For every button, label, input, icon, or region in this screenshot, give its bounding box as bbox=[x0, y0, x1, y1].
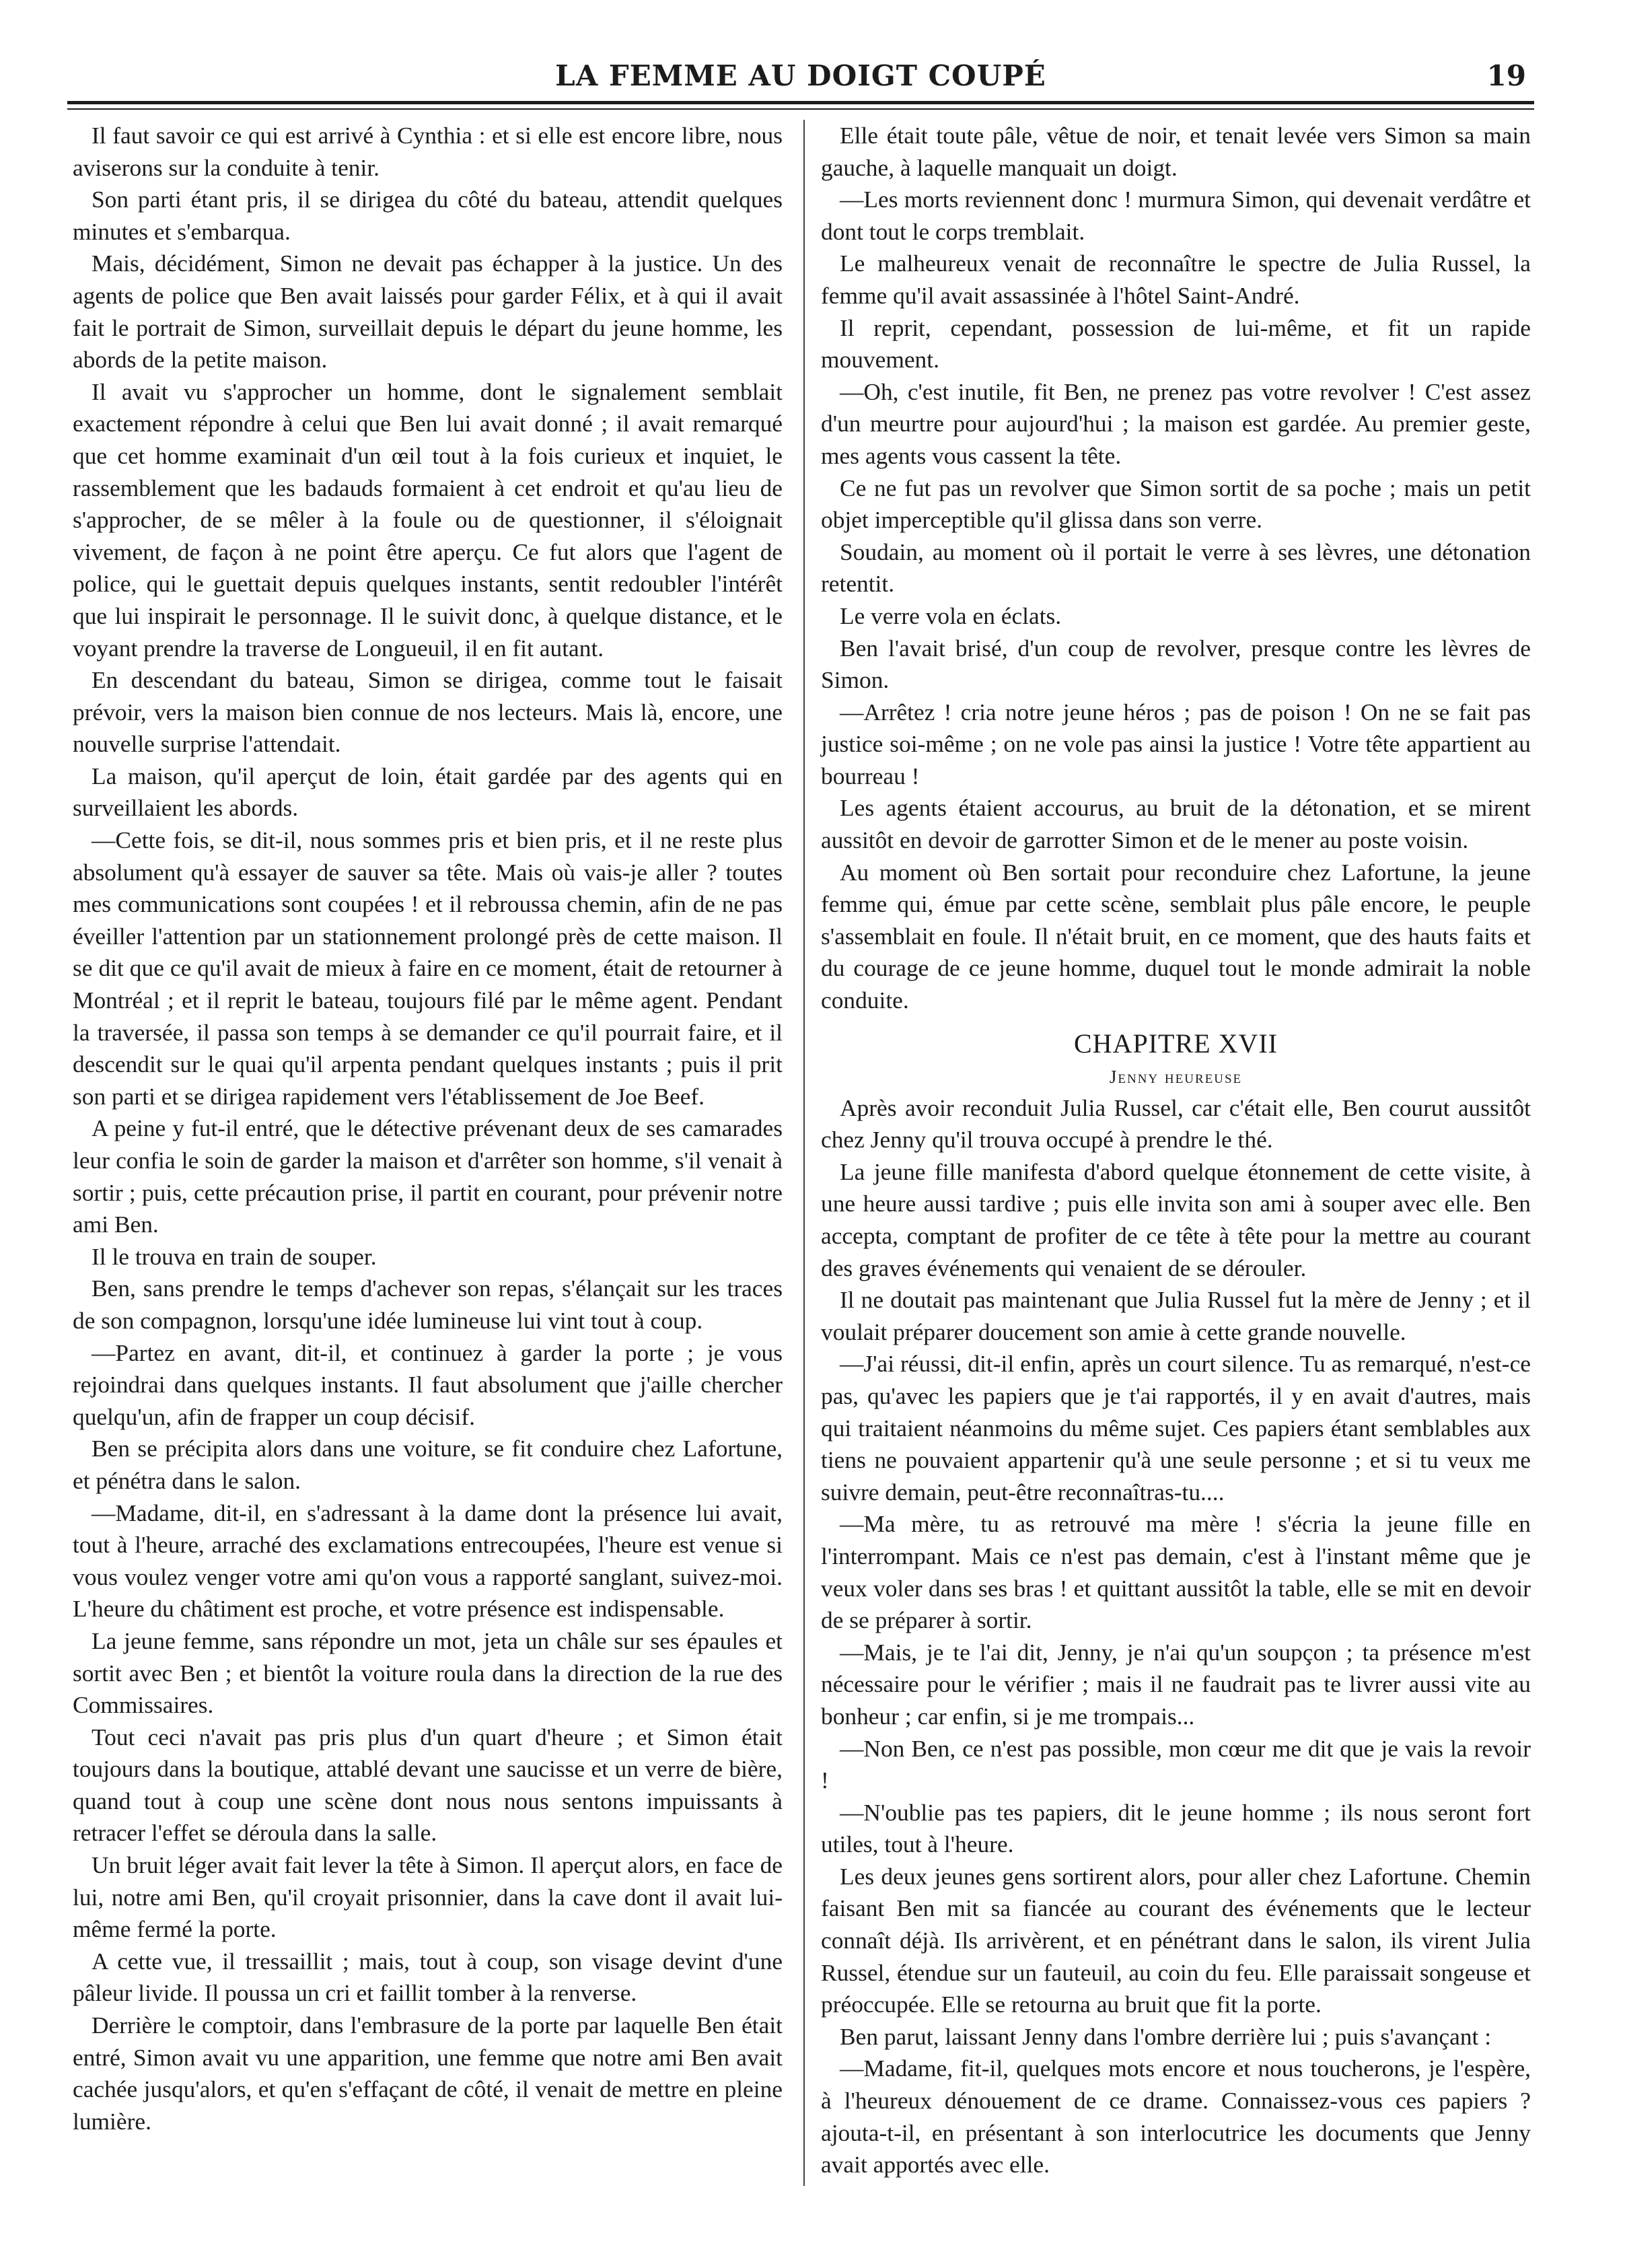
paragraph: —Non Ben, ce n'est pas possible, mon cœur me dit que je vais la revoir ! bbox=[821, 1734, 1531, 1794]
paragraph: Ben, sans prendre le temps d'achever son repas, s'élançait sur les traces de son compagnon, lorsqu'une idée lumineuse lui vint tout à coup. bbox=[73, 1275, 783, 1334]
paragraph: —N'oublie pas tes papiers, dit le jeune homme ; ils nous seront fort utiles, tout à l'heure. bbox=[821, 1798, 1531, 1858]
paragraph: Après avoir reconduit Julia Russel, car c'était elle, Ben courut aussitôt chez Jenny qu'il trouva occupé à prendre le thé. bbox=[821, 1094, 1531, 1154]
running-title: LA FEMME AU DOIGT COUPÉ bbox=[555, 59, 1046, 92]
paragraph: Ce ne fut pas un revolver que Simon sortit de sa poche ; mais un petit objet imperceptible qu'il glissa dans son verre. bbox=[821, 474, 1531, 534]
paragraph: Derrière le comptoir, dans l'embrasure de la porte par laquelle Ben était entré, Simon avait vu une apparition, une femme que notre ami Ben avait cachée jusqu'alors, et qu'en s'effaçant de côté, il venait de mettre en pleine lumière. bbox=[73, 2012, 783, 2135]
paragraph: Au moment où Ben sortait pour reconduire chez Lafortune, la jeune femme qui, émue par cette scène, semblait plus pâle encore, le peuple s'assemblait en foule. Il n'était bruit, en ce moment, que des hauts faits et du courage de ce jeune homme, duquel tout le monde admirait la noble conduite. bbox=[821, 858, 1531, 1014]
paragraph: Tout ceci n'avait pas pris plus d'un quart d'heure ; et Simon était toujours dans la boutique, attablé devant une saucisse et un verre de bière, quand tout à coup une scène dont nous nous sentons impuissants à retracer l'effet se déroula dans la salle. bbox=[73, 1723, 783, 1847]
paragraph: La jeune fille manifesta d'abord quelque étonnement de cette visite, à une heure aussi tardive ; puis elle invita son ami à souper avec elle. Ben accepta, comptant de profiter de ce tête à tête pour la mettre au courant des graves événements qui venaient de se dérouler. bbox=[821, 1158, 1531, 1281]
paragraph: —Partez en avant, dit-il, et continuez à garder la porte ; je vous rejoindrai dans quelques instants. Il faut absolument que j'aille chercher quelqu'un, afin de frapper un coup décisif. bbox=[73, 1339, 783, 1430]
paragraph: Soudain, au moment où il portait le verre à ses lèvres, une détonation retentit. bbox=[821, 538, 1531, 598]
paragraph: —Les morts reviennent donc ! murmura Simon, qui devenait verdâtre et dont tout le corps tremblait. bbox=[821, 186, 1531, 245]
paragraph: Il le trouva en train de souper. bbox=[92, 1242, 377, 1270]
chapter-subtitle: Jenny heureuse bbox=[1109, 1066, 1243, 1087]
paragraph: Mais, décidément, Simon ne devait pas échapper à la justice. Un des agents de police que Ben avait laissés pour garder Félix, et à qui il avait fait le portrait de Simon, surveillait depuis le départ du jeune homme, les abords de la petite maison. bbox=[73, 250, 783, 374]
paragraph: Le verre vola en éclats. bbox=[840, 602, 1062, 629]
paragraph: Il avait vu s'approcher un homme, dont le signalement semblait exactement répondre à celui que Ben lui avait donné ; il avait remarqué que cet homme examinait d'un œil tout à la fois curieux et inquiet, le rassemblement que les badauds formaient à cet endroit et qu'au lieu de s'approcher, de se mêler à la foule ou de questionner, il s'éloignait vivement, de façon à ne point être aperçu. Ce fut alors que l'agent de police, qui le guettait depuis quelques instants, sentit redoubler l'intérêt que lui inspirait le personnage. Il le suivit donc, à quelque distance, et le voyant prendre la traverse de Longueuil, il en fit autant. bbox=[73, 378, 783, 662]
paragraph: —Arrêtez ! cria notre jeune héros ; pas de poison ! On ne se fait pas justice soi-même ; on ne vole pas ainsi la justice ! Votre tête appartient au bourreau ! bbox=[821, 698, 1531, 789]
left-column bbox=[73, 120, 783, 2137]
paragraph: Ben parut, laissant Jenny dans l'ombre derrière lui ; puis s'avançant : bbox=[840, 2022, 1492, 2050]
right-column-text-before bbox=[821, 120, 1531, 1017]
paragraph: A cette vue, il tressaillit ; mais, tout à coup, son visage devint d'une pâleur livide. Il poussa un cri et faillit tomber à la renverse. bbox=[73, 1947, 783, 2007]
header-rule-thin bbox=[67, 108, 1534, 110]
column-divider bbox=[803, 120, 805, 2186]
paragraph: En descendant du bateau, Simon se dirigea, comme tout le faisait prévoir, vers la maison bien connue de nos lecteurs. Mais là, encore, une nouvelle surprise l'attendait. bbox=[73, 666, 783, 758]
paragraph: —Mais, je te l'ai dit, Jenny, je n'ai qu'un soupçon ; ta présence m'est nécessaire pour le vérifier ; mais il ne faudrait pas te livrer aussi vite au bonheur ; car enfin, si je me trompais... bbox=[821, 1638, 1531, 1730]
right-column bbox=[821, 120, 1531, 2181]
page-number: 19 bbox=[1486, 59, 1526, 92]
paragraph: —J'ai réussi, dit-il enfin, après un court silence. Tu as remarqué, n'est-ce pas, qu'avec les papiers que je t'ai rapportés, il y en avait d'autres, mais qui traitaient néanmoins du même sujet. Ces papiers étant semblables aux tiens ne pouvaient appartenir qu'à une seule personne ; et si tu veux me suivre demain, peut-être reconnaîtras-tu.... bbox=[821, 1350, 1531, 1505]
paragraph: —Ma mère, tu as retrouvé ma mère ! s'écria la jeune fille en l'interrompant. Mais ce n'est pas demain, c'est à l'instant même que je veux voler dans ses bras ! et quittant aussitôt la table, elle se mit en devoir de se préparer à sortir. bbox=[821, 1510, 1531, 1634]
paragraph: —Cette fois, se dit-il, nous sommes pris et bien pris, et il ne reste plus absolument qu'à essayer de sauver sa tête. Mais où vais-je aller ? toutes mes communications sont coupées ! et il rebroussa chemin, afin de ne pas éveiller l'attention par un stationnement prolongé près de cette maison. Il se dit que ce qu'il avait de mieux à faire en ce moment, était de retourner à Montréal ; et il reprit le bateau, toujours filé par le même agent. Pendant la traversée, il passa son temps à se demander ce qu'il pourrait faire, et il descendit sur le quai qu'il arpenta pendant quelques instants ; puis il prit son parti et se dirigea rapidement vers l'établissement de Joe Beef. bbox=[73, 826, 783, 1110]
paragraph: Les deux jeunes gens sortirent alors, pour aller chez Lafortune. Chemin faisant Ben mit sa fiancée au courant des événements que le lecteur connaît déjà. Ils arrivèrent, et en pénétrant dans le salon, ils virent Julia Russel, étendue sur un fauteuil, au coin du feu. Elle paraissait songeuse et préoccupée. Elle se retourna au bruit que fit la porte. bbox=[821, 1862, 1531, 2018]
paragraph: Ben se précipita alors dans une voiture, se fit conduire chez Lafortune, et pénétra dans le salon. bbox=[73, 1435, 783, 1494]
paragraph: Un bruit léger avait fait lever la tête à Simon. Il aperçut alors, en face de lui, notre ami Ben, qu'il croyait prisonnier, dans la cave dont il avait lui-même fermé la porte. bbox=[73, 1851, 783, 1943]
paragraph: La maison, qu'il aperçut de loin, était gardée par des agents qui en surveillaient les abords. bbox=[73, 762, 783, 822]
paragraph: Ben l'avait brisé, d'un coup de revolver, presque contre les lèvres de Simon. bbox=[821, 634, 1531, 694]
chapter-title: CHAPITRE XVII bbox=[1074, 1028, 1278, 1059]
paragraph: A peine y fut-il entré, que le détective prévenant deux de ses camarades leur confia le soin de garder la maison et d'arrêter son homme, s'il venait à sortir ; puis, cette précaution prise, il partit en courant, pour prévenir notre ami Ben. bbox=[73, 1114, 783, 1238]
paragraph: Il ne doutait pas maintenant que Julia Russel fut la mère de Jenny ; et il voulait préparer doucement son amie à cette grande nouvelle. bbox=[821, 1286, 1531, 1345]
page-header bbox=[67, 59, 1534, 106]
paragraph: Il reprit, cependant, possession de lui-même, et fit un rapide mouvement. bbox=[821, 314, 1531, 374]
paragraph: Elle était toute pâle, vêtue de noir, et tenait levée vers Simon sa main gauche, à laquelle manquait un doigt. bbox=[821, 122, 1531, 181]
paragraph: Le malheureux venait de reconnaître le spectre de Julia Russel, la femme qu'il avait assassinée à l'hôtel Saint-André. bbox=[821, 250, 1531, 309]
paragraph: Son parti étant pris, il se dirigea du côté du bateau, attendit quelques minutes et s'embarqua. bbox=[73, 186, 783, 245]
header-rule-thick bbox=[67, 101, 1534, 104]
paragraph: La jeune femme, sans répondre un mot, jeta un châle sur ses épaules et sortit avec Ben ; et bientôt la voiture roula dans la direction de la rue des Commissaires. bbox=[73, 1627, 783, 1719]
paragraph: —Madame, fit-il, quelques mots encore et nous toucherons, je l'espère, à l'heureux dénouement de ce drame. Connaissez-vous ces papiers ? ajouta-t-il, en présentant à son interlocutrice les documents que Jenny avait apportés avec elle. bbox=[821, 2055, 1531, 2178]
paragraph: Il faut savoir ce qui est arrivé à Cynthia : et si elle est encore libre, nous aviserons sur la conduite à tenir. bbox=[73, 122, 783, 181]
paragraph: Les agents étaient accourus, au bruit de la détonation, et se mirent aussitôt en devoir de garrotter Simon et de le mener au poste voisin. bbox=[821, 794, 1531, 854]
paragraph: —Oh, c'est inutile, fit Ben, ne prenez pas votre revolver ! C'est assez d'un meurtre pour aujourd'hui ; la maison est gardée. Au premier geste, mes agents vous cassent la tête. bbox=[821, 378, 1531, 469]
right-column-text-after bbox=[821, 1092, 1531, 2181]
paragraph: —Madame, dit-il, en s'adressant à la dame dont la présence lui avait, tout à l'heure, arraché des exclamations entrecoupées, l'heure est venue si vous voulez venger votre ami qu'on vous a rapporté sanglant, suivez-moi. L'heure du châtiment est proche, et votre présence est indispensable. bbox=[73, 1499, 783, 1623]
